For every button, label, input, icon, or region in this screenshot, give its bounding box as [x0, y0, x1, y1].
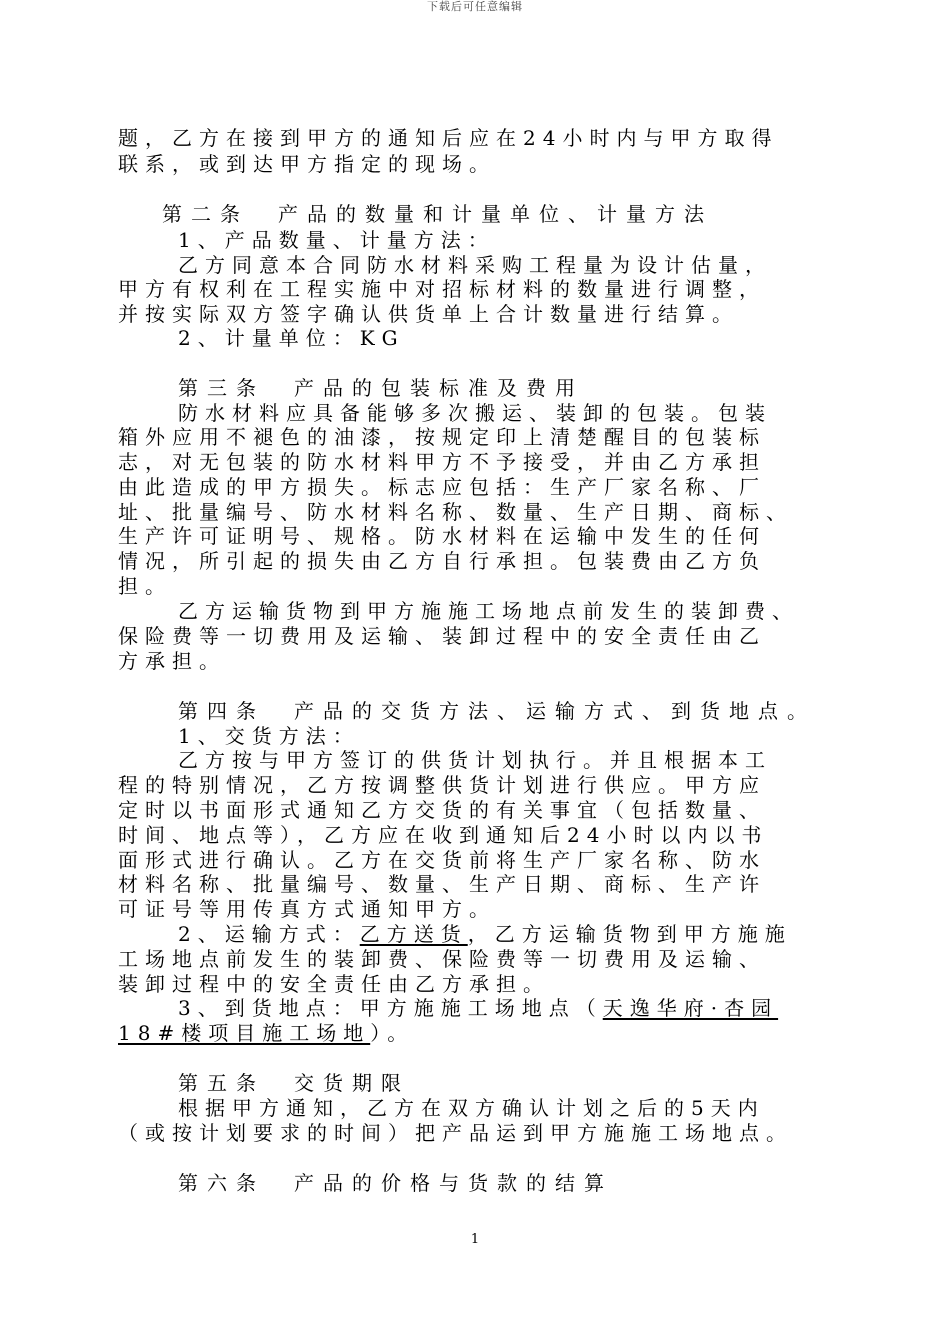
article-4-heading: 第四条 产品的交货方法、运输方式、到货地点。	[178, 699, 816, 723]
body-line: 由此造成的甲方损失。标志应包括：生产厂家名称、厂	[118, 475, 766, 499]
body-line: 1、产品数量、计量方法：	[178, 228, 495, 252]
body-line: 乙方同意本合同防水材料采购工程量为设计估量，	[178, 253, 772, 277]
transport-prefix: 2、运输方式：	[178, 922, 360, 946]
body-line: 题，乙方在接到甲方的通知后应在24小时内与甲方取得	[118, 126, 779, 150]
destination-suffix: ）。	[370, 1021, 415, 1045]
body-line: 情况，所引起的损失由乙方自行承担。包装费由乙方负	[118, 549, 766, 573]
page-number: 1	[470, 1232, 480, 1247]
transport-suffix: ，乙方运输货物到甲方施施	[467, 922, 792, 946]
body-line: 方承担。	[118, 649, 226, 673]
body-line: 2、计量单位：KG	[178, 326, 405, 350]
body-line: 乙方按与甲方签订的供货计划执行。并且根据本工	[178, 748, 772, 772]
body-line: 防水材料应具备能够多次搬运、装卸的包装。包装	[178, 401, 772, 425]
body-line: 面形式进行确认。乙方在交货前将生产厂家名称、防水	[118, 848, 766, 872]
body-line: 保险费等一切费用及运输、装卸过程中的安全责任由乙	[118, 624, 766, 648]
body-line: 乙方运输货物到甲方施施工场地点前发生的装卸费、	[178, 599, 799, 623]
article-2-heading: 第二条 产品的数量和计量单位、计量方法	[162, 202, 713, 226]
article-6-heading: 第六条 产品的价格与货款的结算	[178, 1171, 613, 1195]
body-line: 生产许可证明号、规格。防水材料在运输中发生的任何	[118, 524, 766, 548]
destination-site-cont: 18#楼项目施工场地	[118, 1021, 371, 1045]
body-line: 程的特别情况，乙方按调整供货计划进行供应。甲方应	[118, 773, 766, 797]
destination-line-2	[118, 1021, 414, 1046]
body-line: 工场地点前发生的装卸费、保险费等一切费用及运输、	[118, 947, 766, 971]
body-line: 时间、地点等），乙方应在收到通知后24小时以内以书	[118, 823, 769, 847]
body-line: 可证号等用传真方式通知甲方。	[118, 897, 496, 921]
transport-method: 乙方送货	[359, 922, 468, 946]
body-line: 甲方有权利在工程实施中对招标材料的数量进行调整，	[118, 277, 766, 301]
destination-site: 天逸华府·杏园	[602, 996, 779, 1020]
destination-line	[178, 996, 778, 1021]
body-line: 志，对无包装的防水材料甲方不予接受，并由乙方承担	[118, 450, 766, 474]
body-line: 装卸过程中的安全责任由乙方承担。	[118, 972, 550, 996]
body-line: 担。	[118, 574, 172, 598]
body-line: 定时以书面形式通知乙方交货的有关事宜（包括数量、	[118, 798, 766, 822]
body-line: 箱外应用不褪色的油漆，按规定印上清楚醒目的包装标	[118, 425, 766, 449]
body-line: 并按实际双方签字确认供货单上合计数量进行结算。	[118, 302, 739, 326]
body-line: 址、批量编号、防水材料名称、数量、生产日期、商标、	[118, 500, 793, 524]
transport-line	[178, 922, 792, 947]
page-header: 下载后可任意编辑	[427, 0, 523, 13]
body-line: 联系，或到达甲方指定的现场。	[118, 152, 496, 176]
article-5-heading: 第五条 交货期限	[178, 1071, 410, 1095]
destination-prefix: 3、到货地点：甲方施施工场地点（	[178, 996, 603, 1020]
article-3-heading: 第三条 产品的包装标准及费用	[178, 376, 584, 400]
body-line: 根据甲方通知，乙方在双方确认计划之后的5天内	[178, 1096, 765, 1120]
body-line: 材料名称、批量编号、数量、生产日期、商标、生产许	[118, 872, 766, 896]
body-line: 1、交货方法：	[178, 724, 360, 748]
body-line: （或按计划要求的时间）把产品运到甲方施施工场地点。	[118, 1121, 793, 1145]
